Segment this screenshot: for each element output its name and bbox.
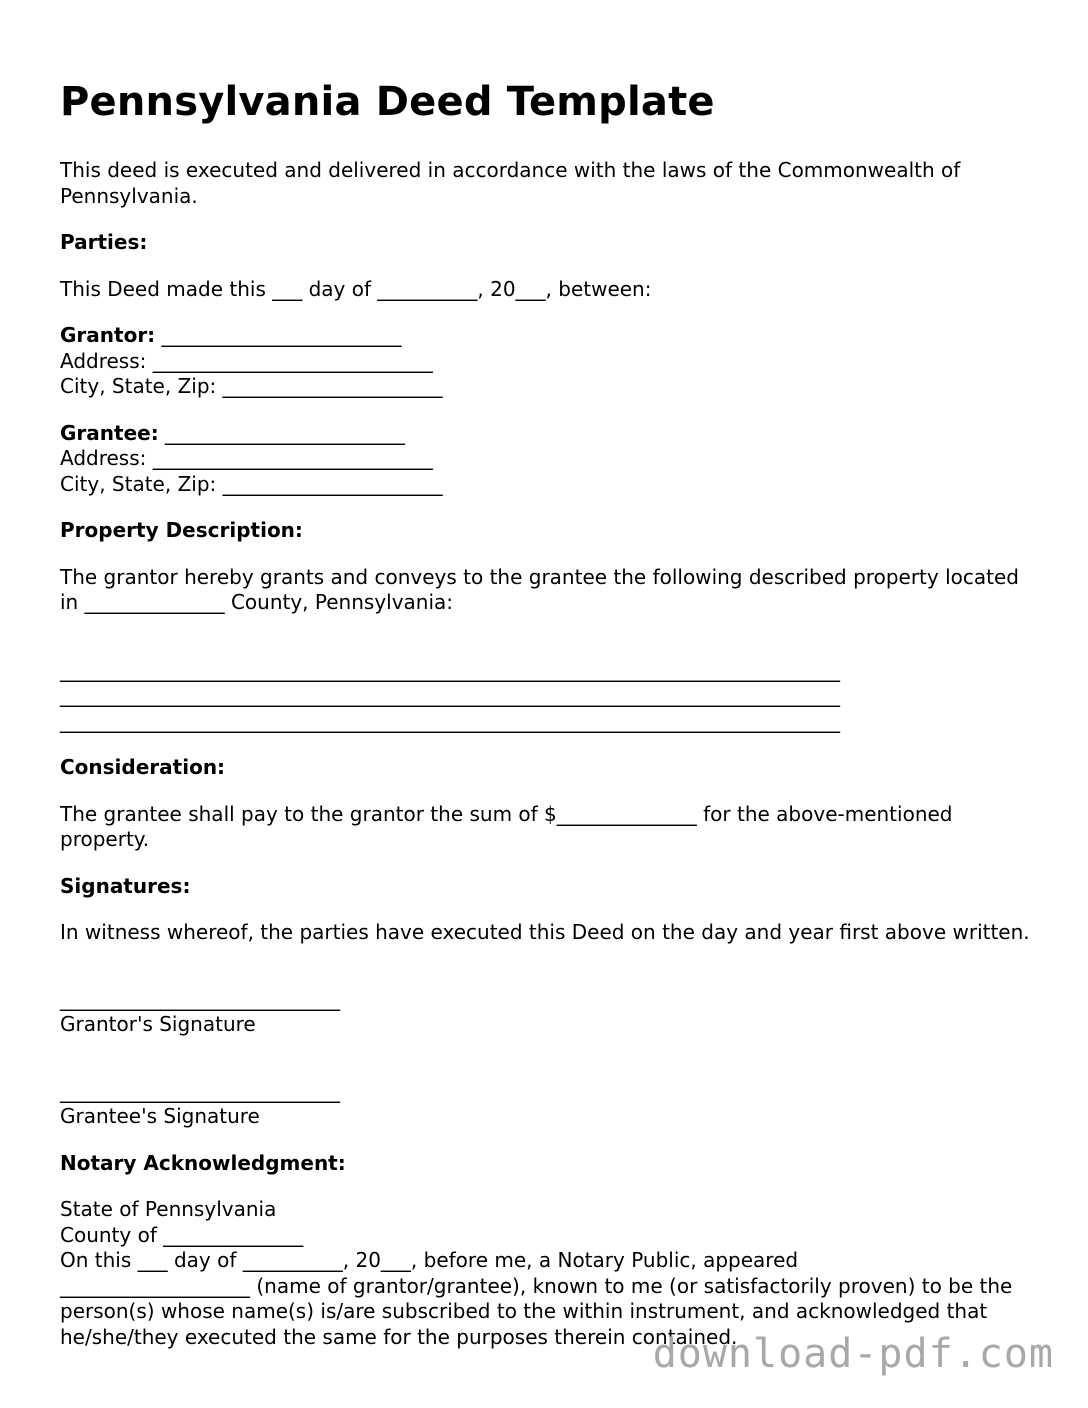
deed-document — [60, 78, 1040, 1371]
property-line-1: ______________________________________________________________________________ — [60, 657, 840, 682]
grantor-block — [60, 323, 1040, 400]
grantee-block — [60, 421, 1040, 498]
grantee-label: Grantee: — [60, 420, 159, 445]
property-description-lines — [60, 637, 1040, 735]
notary-on-this: On this ___ day of __________, 20___, before me, a Notary Public, appeared — [60, 1248, 799, 1272]
property-line-3: ______________________________________________________________________________ — [60, 708, 840, 733]
grantee-signature-caption: Grantee's Signature — [60, 1104, 260, 1128]
grantee-name-line — [60, 421, 1040, 447]
property-text: The grantor hereby grants and conveys to the grantee the following described property located in ______________ County, Pennsylvania: — [60, 564, 1019, 614]
notary-state: State of Pennsylvania — [60, 1197, 277, 1221]
property-line-2: ______________________________________________________________________________ — [60, 683, 840, 707]
intro-paragraph: This deed is executed and delivered in accordance with the laws of the Commonwealth of Pennsylvania. — [60, 158, 961, 208]
parties-heading: Parties: — [60, 230, 148, 254]
notary-county: County of ______________ — [60, 1222, 304, 1247]
consideration-heading: Consideration: — [60, 755, 226, 779]
grantor-name-line — [60, 323, 1040, 349]
notary-body: ___________________ (name of grantor/grantee), known to me (or satisfactorily proven) to be the person(s) whose name(s) is/are subscribed to the within instrument, and acknowledged that he/she/they executed the same for the purposes therein contained. — [60, 1273, 1013, 1349]
property-heading: Property Description: — [60, 518, 303, 542]
notary-heading: Notary Acknowledgment: — [60, 1150, 346, 1175]
grantor-city-line: City, State, Zip: ______________________ — [60, 374, 443, 398]
grantor-signature-caption: Grantor's Signature — [60, 1012, 256, 1036]
grantor-address-line: Address: ____________________________ — [60, 348, 433, 373]
watermark: download-pdf.com — [652, 1331, 1054, 1377]
notary-block — [60, 1197, 1040, 1350]
grantee-signature-block — [60, 1059, 1040, 1130]
deed-made-this-line: This Deed made this ___ day of __________, 20___, between: — [60, 276, 652, 301]
signatures-text: In witness whereof, the parties have executed this Deed on the day and year first above written. — [60, 920, 1030, 944]
grantee-address-line: Address: ____________________________ — [60, 446, 433, 470]
grantor-blank: ________________________ — [155, 323, 402, 347]
signatures-heading: Signatures: — [60, 873, 191, 898]
grantor-label: Grantor: — [60, 323, 156, 347]
document-title: Pennsylvania Deed Template — [60, 79, 715, 125]
grantee-signature-line: ____________________________ — [60, 1078, 340, 1103]
grantee-blank: ________________________ — [158, 420, 406, 445]
grantor-signature-block — [60, 967, 1040, 1038]
consideration-text: The grantee shall pay to the grantor the sum of $______________ for the above-mentioned property. — [60, 801, 953, 851]
grantor-signature-line: ____________________________ — [60, 986, 340, 1011]
grantee-city-line: City, State, Zip: ______________________ — [60, 471, 443, 496]
